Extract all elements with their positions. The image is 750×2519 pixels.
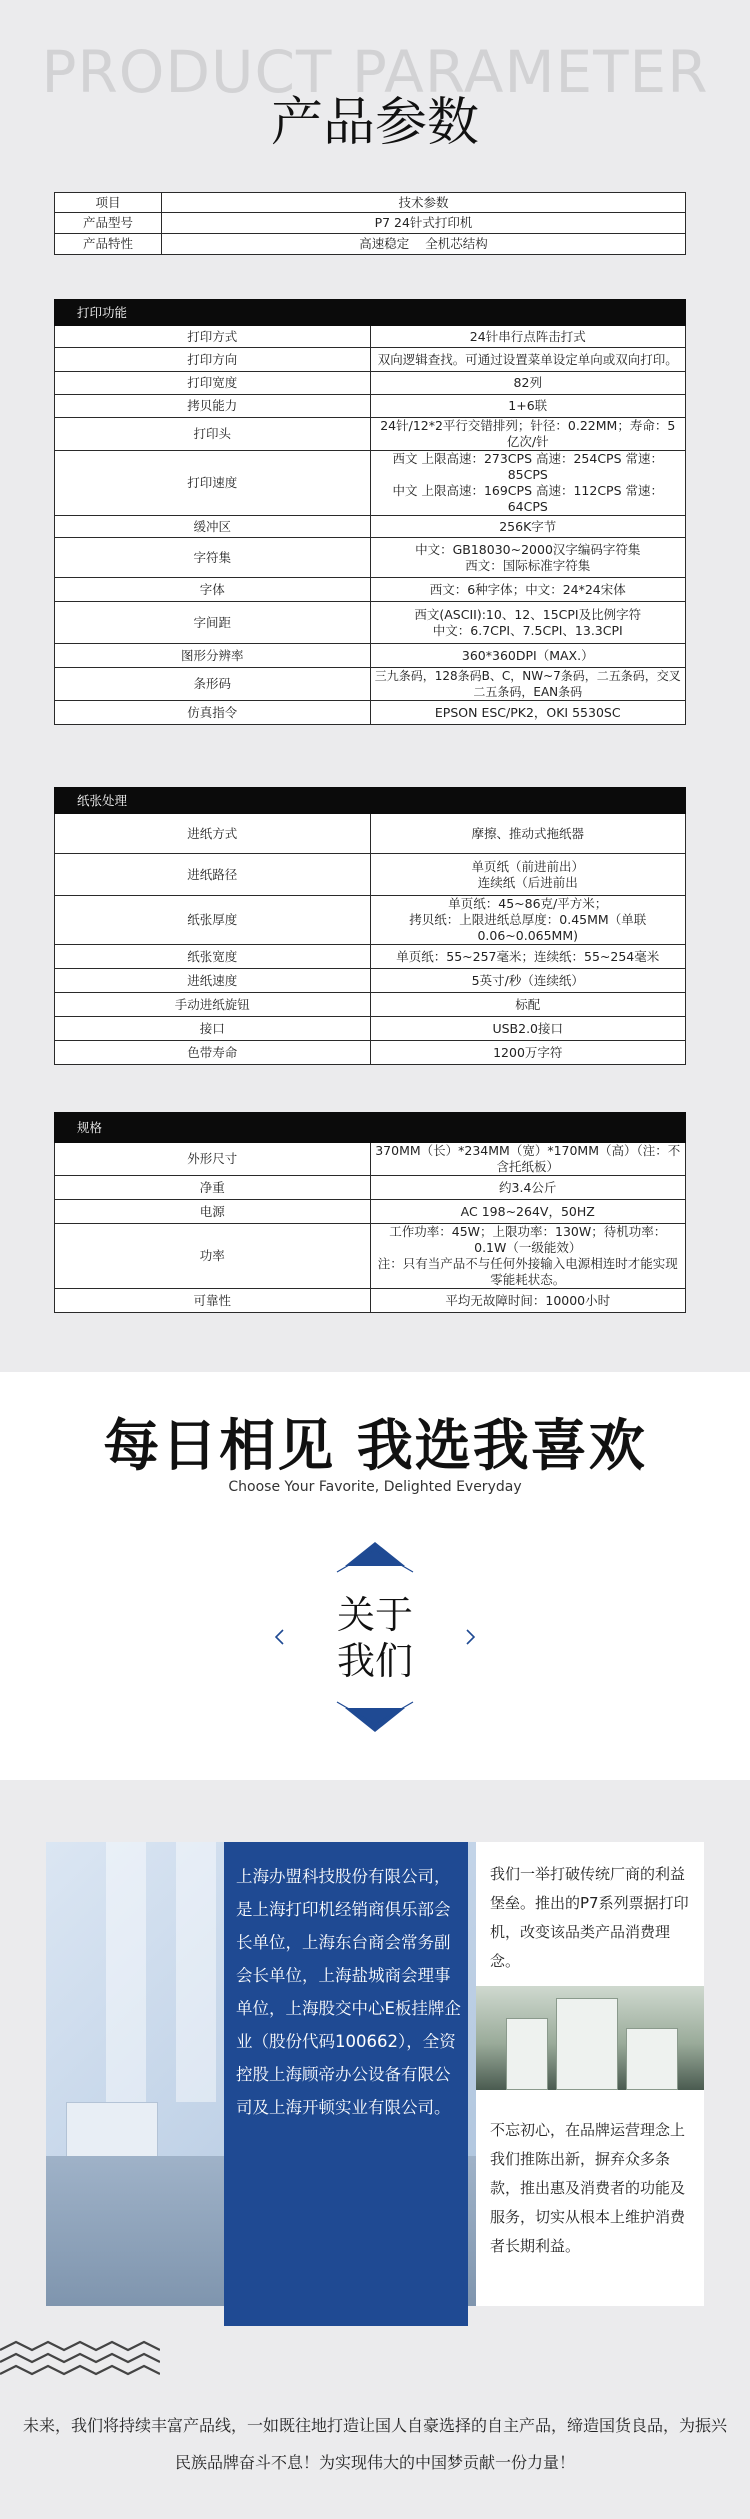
slogan-section [0,1372,750,1780]
section-heading: 纸张处理 [55,788,686,814]
row-key: 手动进纸旋钮 [55,993,371,1017]
background-title: PRODUCT PARAMETER [41,38,709,106]
row-key: 拷贝能力 [55,395,371,418]
row-value: 24针/12*2平行交错排列；针径：0.22MM；寿命：5亿次/针 [370,418,686,451]
row-key: 电源 [55,1200,371,1224]
row-key: 打印速度 [55,451,371,516]
row-key: 外形尺寸 [55,1143,371,1176]
row-key: 缓冲区 [55,516,371,538]
basic-info-table [54,192,686,255]
building-photo [476,1986,704,2090]
row-key: 项目 [55,193,162,213]
row-key: 纸张厚度 [55,896,371,945]
slogan-subtitle: Choose Your Favorite, Delighted Everyday [228,1479,522,1495]
row-key: 净重 [55,1176,371,1200]
row-value: 5英寸/秒（连续纸） [370,969,686,993]
row-value: 单页纸：55~257毫米；连续纸：55~254毫米 [370,945,686,969]
row-key: 条形码 [55,668,371,701]
row-key: 进纸速度 [55,969,371,993]
row-value: 高速稳定 全机芯结构 [162,234,686,255]
print-function-table [54,299,686,725]
row-value: 技术参数 [162,193,686,213]
row-value: 256K字节 [370,516,686,538]
row-key: 可靠性 [55,1289,371,1313]
row-key: 进纸方式 [55,814,371,854]
row-key: 接口 [55,1017,371,1041]
row-key: 打印方向 [55,348,371,372]
row-key: 字间距 [55,602,371,644]
row-key: 打印方式 [55,326,371,348]
row-key: 色带寿命 [55,1041,371,1065]
company-intro-panel [224,1842,468,2326]
row-value: 摩擦、推动式拖纸器 [370,814,686,854]
row-value: P7 24针式打印机 [162,213,686,234]
section-heading: 规格 [55,1113,686,1143]
row-key: 打印头 [55,418,371,451]
zigzag-decoration-icon [0,2340,160,2384]
row-key: 图形分辨率 [55,644,371,668]
row-value: 单页纸（前进前出） 连续纸（后进前出 [370,854,686,896]
specification-table [54,1112,686,1313]
row-value: 360*360DPI（MAX.） [370,644,686,668]
row-key: 功率 [55,1224,371,1289]
row-value: AC 198~264V，50HZ [370,1200,686,1224]
row-value: 双向逻辑查找。可通过设置菜单设定单向或双向打印。 [370,348,686,372]
page-title: 产品参数 [270,93,479,153]
row-value: 工作功率：45W；上限功率：130W；待机功率：0.1W（一级能效） 注：只有当产品不与任何外接输入电源相连时才能实现零能耗状态。 [370,1224,686,1289]
about-us-label: 关于 我们 [336,1593,413,1683]
row-value: 西文 上限高速：273CPS 高速：254CPS 常速：85CPS 中文 上限高速：169CPS 高速：112CPS 常速：64CPS [370,451,686,516]
slogan-title: 每日相见 我选我喜欢 [103,1414,647,1479]
row-value: 平均无故障时间：10000小时 [370,1289,686,1313]
about-us-badge [275,1542,475,1732]
row-key: 产品特性 [55,234,162,255]
row-key: 纸张宽度 [55,945,371,969]
company-text-top: 我们一举打破传统厂商的利益堡垒。推出的P7系列票据打印机，改变该品类产品消费理念。 [490,1865,689,1970]
row-value: 中文：GB18030~2000汉字编码字符集 西文：国际标准字符集 [370,538,686,578]
paper-handling-table [54,787,686,1065]
company-section [0,1780,750,2519]
row-value: 三九条码，128条码B、C，NW~7条码，二五条码，交叉二五条码，EAN条码 [370,668,686,701]
row-value: 1+6联 [370,395,686,418]
row-value: 西文(ASCII):10、12、15CPI及比例字符 中文：6.7CPI、7.5CPI、13.3CPI [370,602,686,644]
row-value: 西文：6种字体；中文：24*24宋体 [370,578,686,602]
section-heading: 打印功能 [55,300,686,326]
row-value: 标配 [370,993,686,1017]
closing-statement: 未来，我们将持续丰富产品线，一如既往地打造让国人自豪选择的自主产品，缔造国货良品，为振兴民族品牌奋斗不息！为实现伟大的中国梦贡献一份力量！ [22,2416,727,2472]
row-key: 字体 [55,578,371,602]
row-value: USB2.0接口 [370,1017,686,1041]
row-key: 仿真指令 [55,701,371,725]
row-key: 产品型号 [55,213,162,234]
row-value: 约3.4公斤 [370,1176,686,1200]
row-value: EPSON ESC/PK2，OKI 5530SC [370,701,686,725]
company-text-bottom: 不忘初心，在品牌运营理念上我们推陈出新，摒弃众多条款，推出惠及消费者的功能及服务，切实从根本上维护消费者长期利益。 [490,2121,686,2255]
row-value: 单页纸：45~86克/平方米； 拷贝纸：上限进纸总厚度：0.45MM（单联0.06~0.065MM) [370,896,686,945]
row-value: 82列 [370,372,686,395]
row-key: 打印宽度 [55,372,371,395]
row-value: 370MM（长）*234MM（宽）*170MM（高）（注：不含托纸板） [370,1143,686,1176]
row-value: 24针串行点阵击打式 [370,326,686,348]
row-key: 进纸路径 [55,854,371,896]
row-key: 字符集 [55,538,371,578]
row-value: 1200万字符 [370,1041,686,1065]
company-intro-text: 上海办盟科技股份有限公司，是上海打印机经销商俱乐部会长单位，上海东台商会常务副会长单位，上海盐城商会理事单位，上海股交中心E板挂牌企业（股份代码100662），全资控股上海顾帝办公设备有限公司及上海开顿实业有限公司。 [236,1867,461,2117]
